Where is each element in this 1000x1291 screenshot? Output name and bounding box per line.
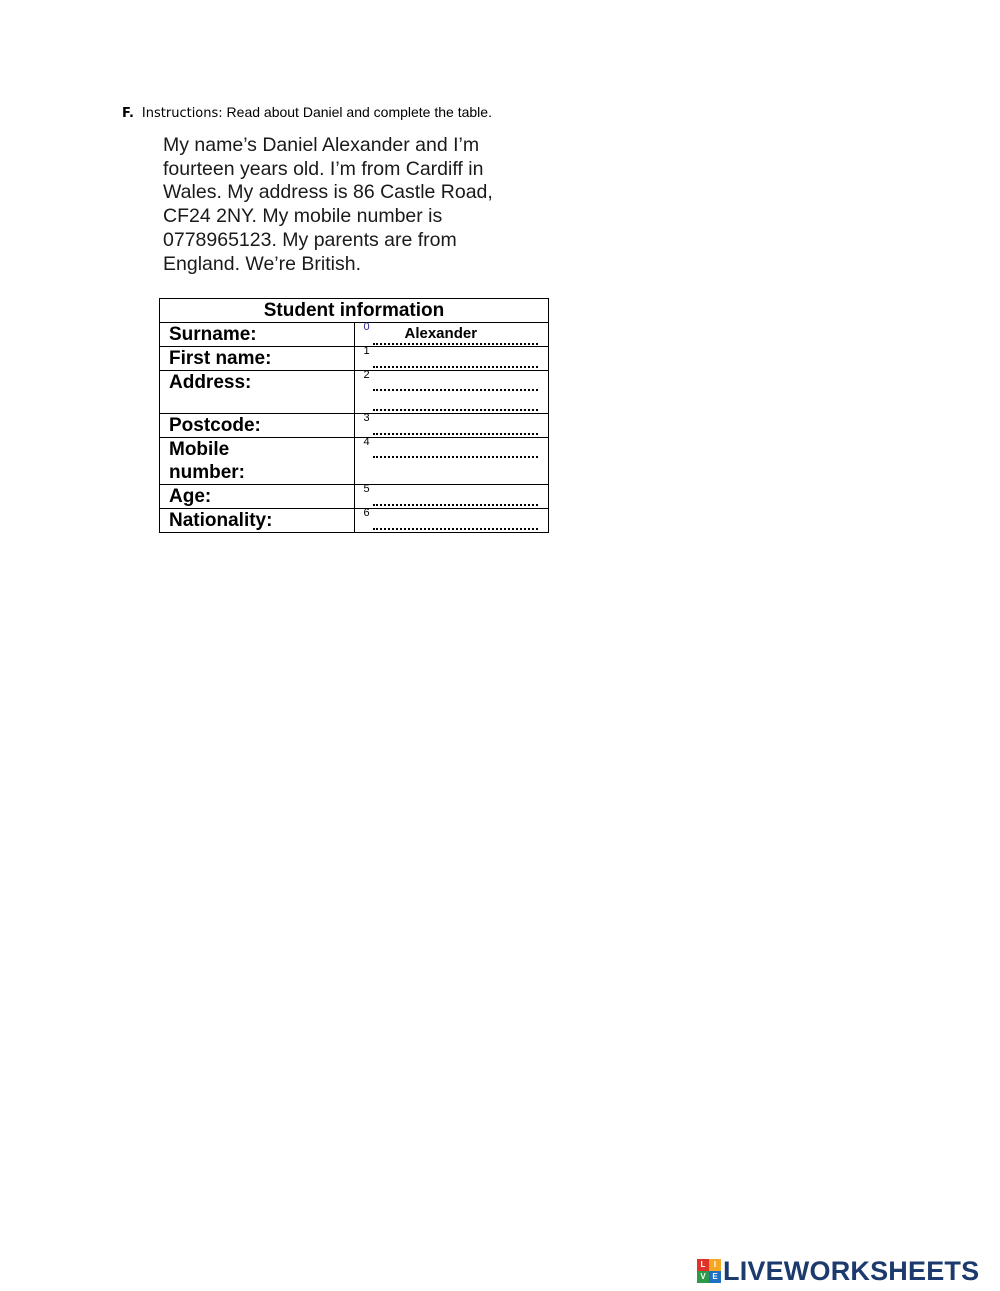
passage-line: fourteen years old. I’m from Cardiff in	[163, 157, 484, 180]
answer-input-address-line1[interactable]	[373, 389, 538, 391]
answer-input-address-line2[interactable]	[373, 409, 538, 411]
passage-line: England. We’re British.	[163, 252, 361, 275]
reading-passage	[163, 134, 563, 276]
row-label-line: Mobile	[169, 439, 230, 460]
answer-cell-2[interactable]	[354, 371, 549, 414]
row-label: Postcode:	[160, 414, 355, 438]
table-row-address	[160, 371, 549, 414]
answer-input-postcode[interactable]	[373, 433, 538, 435]
answer-cell-5[interactable]	[354, 485, 549, 509]
logo-tile-l: L	[697, 1259, 709, 1271]
example-answer: Alexander	[404, 325, 478, 342]
row-label: First name:	[160, 347, 355, 371]
table-row-postcode	[160, 414, 549, 438]
logo-text: LIVEWORKSHEETS	[723, 1256, 980, 1286]
item-number: 4	[363, 436, 370, 448]
answer-input-first-name[interactable]	[373, 366, 538, 368]
row-label: Address:	[160, 371, 355, 414]
instructions-text: Read about Daniel and complete the table.	[226, 104, 492, 120]
passage-line: 0778965123. My parents are from	[163, 228, 457, 251]
liveworksheets-logo	[697, 1258, 979, 1284]
answer-cell-3[interactable]	[354, 414, 549, 438]
logo-tile-i: I	[709, 1259, 721, 1271]
item-number: 6	[363, 507, 370, 519]
row-label: Age:	[160, 485, 355, 509]
student-information-table	[159, 298, 549, 533]
item-number: 3	[363, 412, 370, 424]
answer-cell-4[interactable]	[354, 438, 549, 485]
passage-line: My name’s Daniel Alexander and I’m	[163, 134, 480, 156]
logo-tile-e: E	[709, 1271, 721, 1283]
answer-input-age[interactable]	[373, 504, 538, 506]
answer-dotted-line	[373, 343, 538, 345]
answer-cell-1[interactable]	[354, 347, 549, 371]
table-row-age	[160, 485, 549, 509]
exercise-label: F.	[122, 106, 134, 121]
table-row-mobile-number	[160, 438, 549, 485]
table-row-nationality	[160, 509, 549, 533]
table-row-first-name	[160, 347, 549, 371]
row-label-line: number:	[169, 462, 245, 483]
answer-input-nationality[interactable]	[373, 528, 538, 530]
item-number: 2	[363, 369, 370, 381]
answer-cell-0	[354, 323, 549, 347]
row-label-mobile-number	[160, 438, 355, 485]
instructions	[122, 104, 492, 121]
table-row-surname	[160, 323, 549, 347]
row-label: Surname:	[160, 323, 355, 347]
row-label: Nationality:	[160, 509, 355, 533]
answer-cell-6[interactable]	[354, 509, 549, 533]
instructions-word: Instructions:	[141, 106, 223, 121]
passage-line: CF24 2NY. My mobile number is	[163, 205, 443, 228]
item-number: 5	[363, 483, 370, 495]
passage-line: Wales. My address is 86 Castle Road,	[163, 181, 493, 204]
item-number: 1	[363, 345, 370, 357]
logo-tile-v: V	[697, 1271, 709, 1283]
table-title: Student information	[160, 299, 549, 323]
item-number: 0	[363, 321, 370, 333]
logo-tiles-icon	[697, 1259, 721, 1283]
answer-input-mobile-number[interactable]	[373, 456, 538, 458]
